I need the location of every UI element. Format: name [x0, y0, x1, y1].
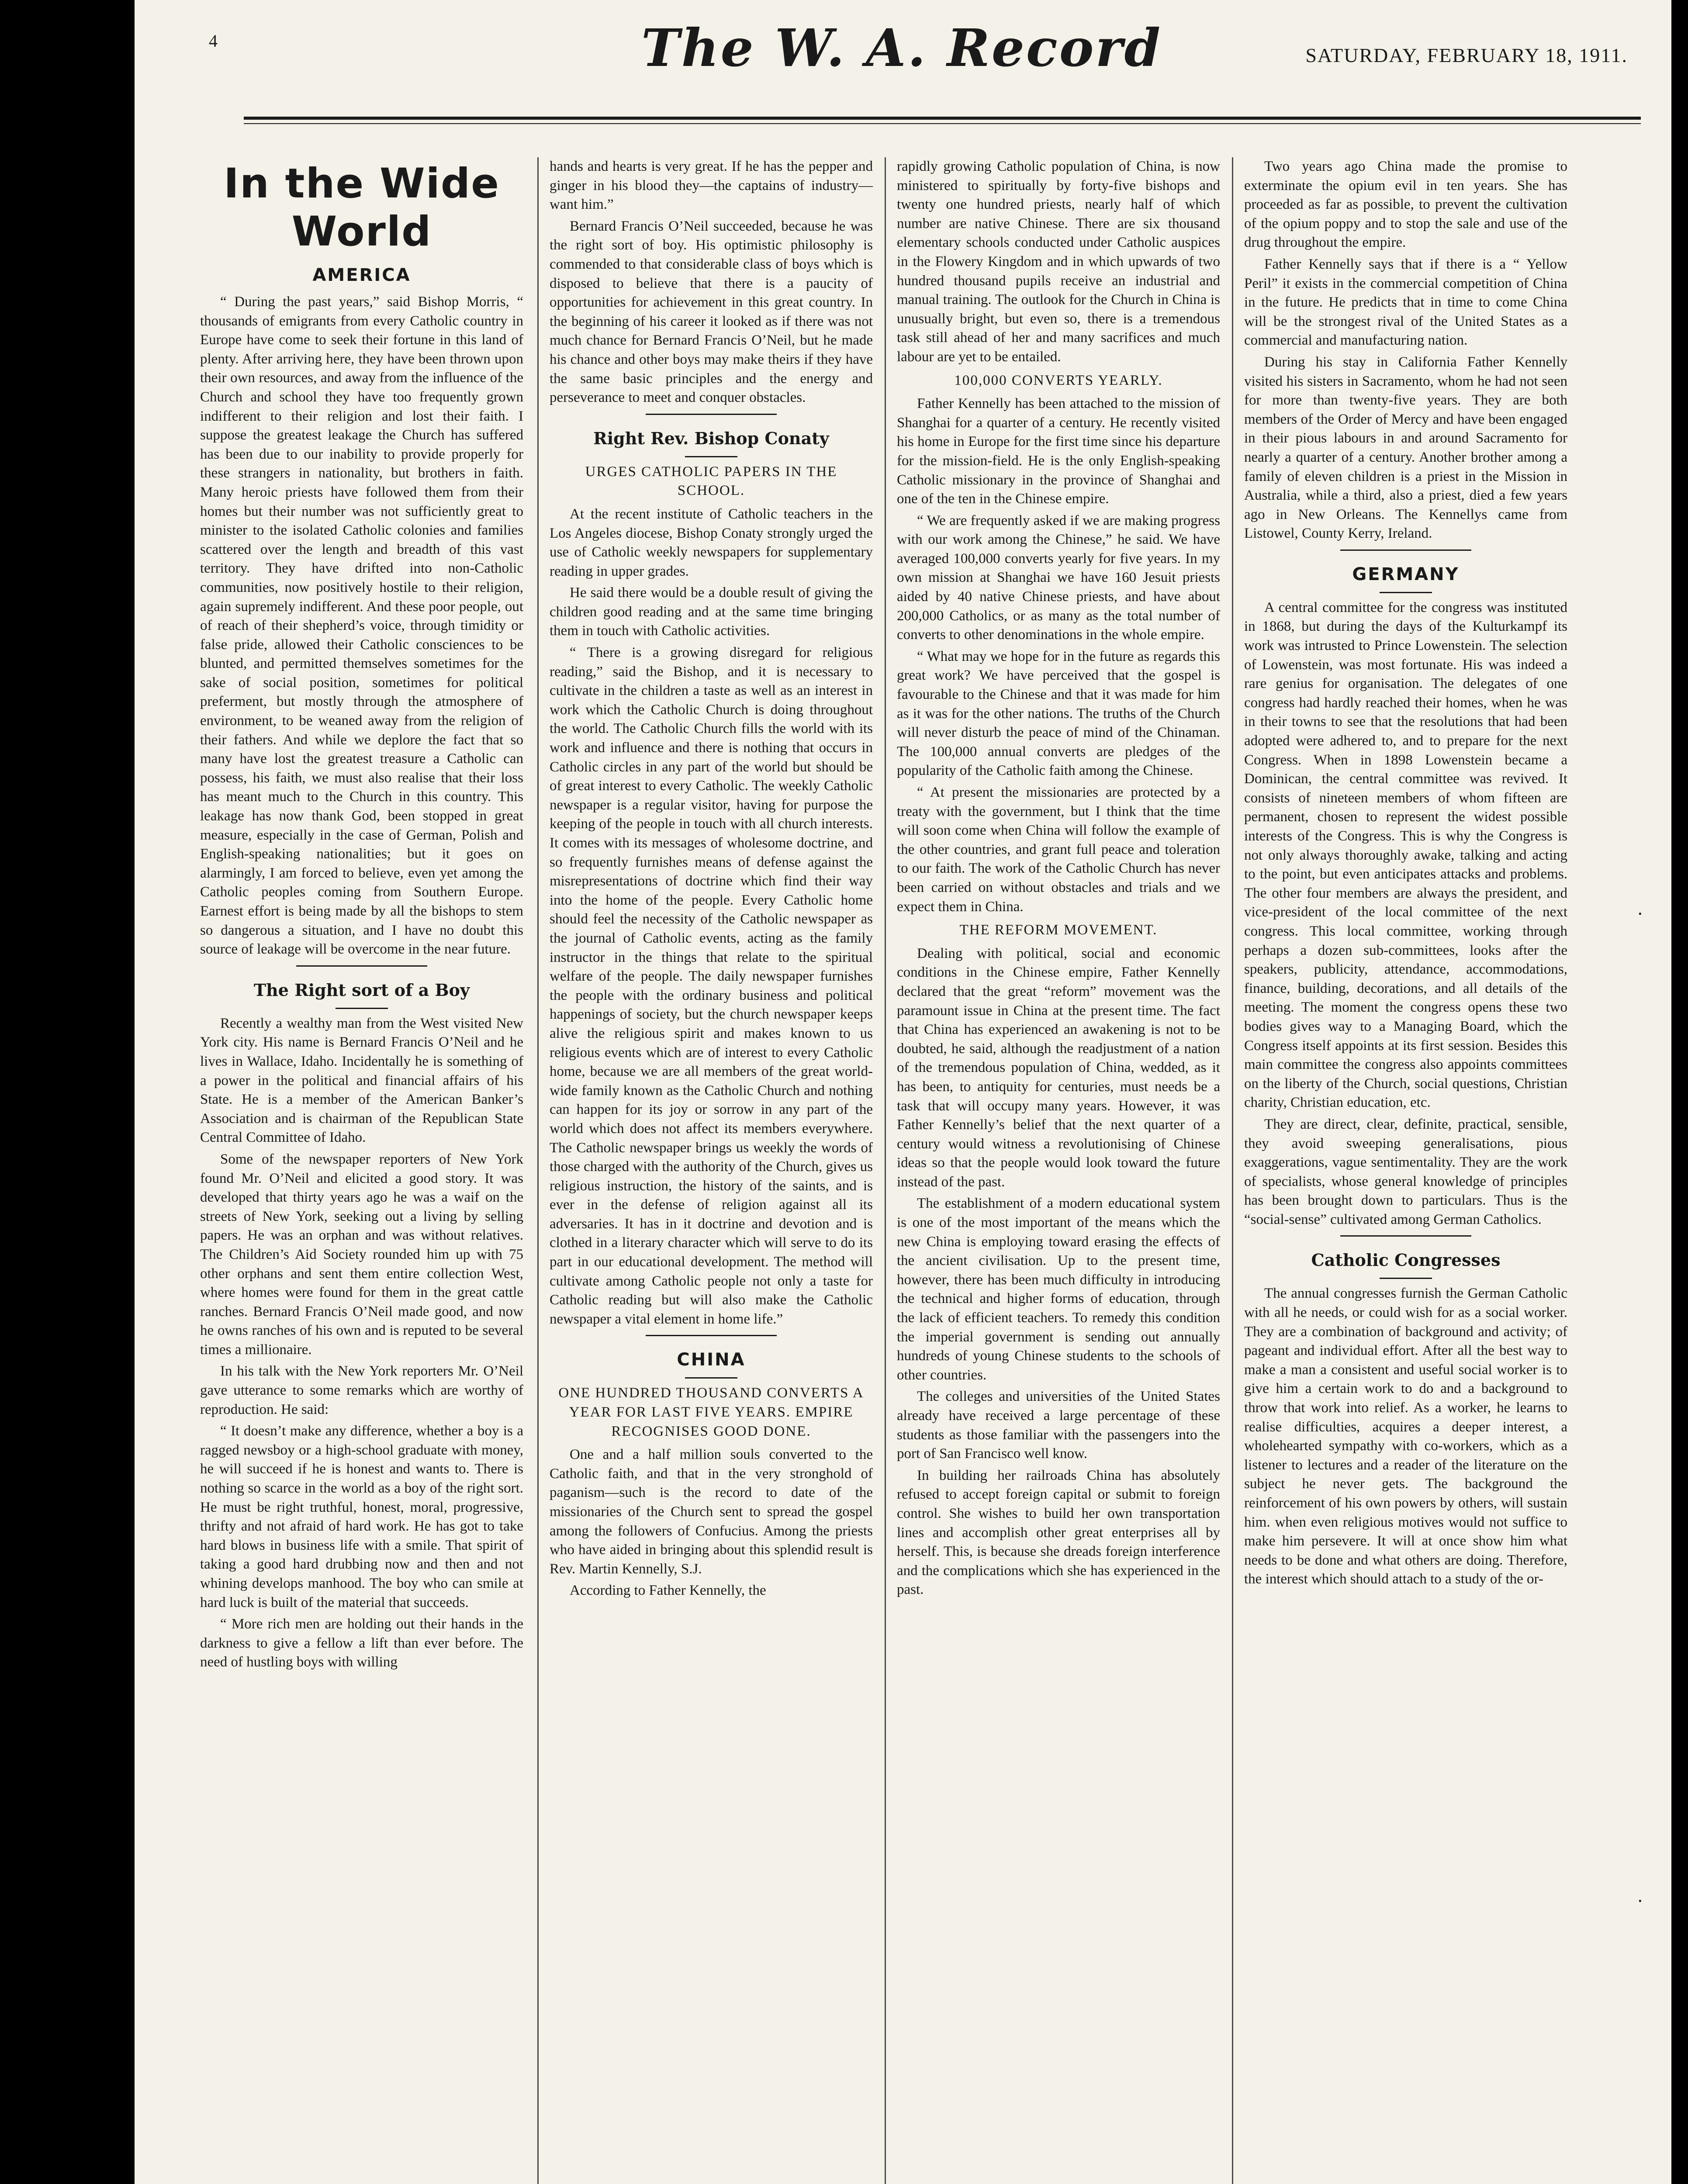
article-paragraph: At the recent institute of Catholic teachers in the Los Angeles diocese, Bishop Conaty strongly urged the use of Catholic weekly newspapers for supplementary reading in upper grades.	[550, 506, 873, 579]
page-number: 4	[209, 31, 218, 51]
section-heading-congresses: Catholic Congresses	[1311, 1250, 1501, 1270]
margin-mark: ·	[1637, 1891, 1643, 1911]
article-paragraph: hands and hearts is very great. If he has the pepper and ginger in his blood they—the captains of industry—want him.”	[550, 159, 873, 213]
article-paragraph: Father Kennelly says that if there is a “ Yellow Peril” it exists in the commercial competition of China in the future. He predicts that in time to come China will be the strongest rival of the United States as a commercial and manufacturing nation.	[1244, 256, 1567, 349]
article-subheading: THE REFORM MOVEMENT.	[959, 922, 1158, 938]
column-2	[550, 157, 873, 1603]
article-paragraph: A central committee for the congress was instituted in 1868, but during the days of the Kulturkampf its work was intrusted to Prince Lowenstein. The selection of Lowenstein, was most fortunate. His was indeed a rare genius for organisation. The delegates of one congress had hardly reached their homes, when he was in their towns to see that the resolutions that had been adopted were adhered to, and to prepare for the next Congress. When in 1898 Lowenstein became a Dominican, the central committee was revived. It consists of nineteen members of whom fifteen are permanent, chosen to represent the widest possible interests of the Congress. This is why the Congress is not only always thoroughly awake, talking and acting to the point, but even anticipates attacks and problems. The other four members are always the president, and vice-president of the local committee of the next congress. This local committee, working through perhaps a dozen sub-committees, looks after the speakers, publicity, attendance, accommodations, finance, building, decorations, and all details of the meeting. The moment the congress opens these two bodies gives way to a Managing Board, which the Congress itself appoints at its first session. Besides this main committee the congress also appoints committees on the liberty of the Church, social questions, Christian charity, Christian education, etc.	[1244, 599, 1567, 1111]
heading-rule	[685, 456, 737, 457]
article-paragraph: “ We are frequently asked if we are making progress with our work among the Chinese,” he said. We have averaged 100,000 converts yearly for five years. In my own mission at Shanghai we have 160 Jesuit priests aided by 40 native Chinese priests, and have about 200,000 Catholics, or as many as the total number of converts to other denominations in the whole empire.	[897, 512, 1220, 643]
article-divider	[296, 965, 427, 967]
issue-date: SATURDAY, FEBRUARY 18, 1911.	[1305, 44, 1628, 66]
article-paragraph: “ What may we hope for in the future as regards this great work? We have perceived that the gospel is favourable to the Chinese and that it was made for him as it was for the other nations. The truths of the Church will never disturb the peace of mind of the Chinaman. The 100,000 annual converts are pledges of the popularity of the Catholic faith among the Chinese.	[897, 648, 1220, 779]
article-paragraph: “ During the past years,” said Bishop Morris, “ thousands of emigrants from every Catholic country in Europe have come to seek their fortune in this land of plenty. After arriving here, they have been thrown upon their own resources, and away from the influence of the Church and school they have too frequently grown indifferent to their religion and lost their faith. I suppose the greatest leakage the Church has suffered has been due to our inability to provide properly for these strangers in nationality, but brothers in faith. Many heroic priests have followed them from their homes but their number was not sufficiently great to minister to the isolated Catholic colonies and families scattered over the length and breadth of this vast territory. They have drifted into non-Catholic communities, now positively hostile to their religion, again supremely indifferent. And these poor people, out of reach of their shepherd’s voice, through timidity or false pride, allowed their Catholic consciences to be blunted, and permitted themselves sometimes for the sake of social position, sometimes for political preferment, but mostly through the atmosphere of environment, to be weaned away from the religion of their fathers. And while we deplore the fact that so many have lost the greatest treasure a Catholic can possess, his faith, we must also realise that their loss has meant much to the Church in this country. This leakage has now thank God, been stopped in great measure, especially in the case of German, Polish and English-speaking nationalities; but it goes on alarmingly, I am forced to believe, even yet among the Catholic peoples coming from Southern Europe. Earnest effort is being made by all the bishops to stem so dangerous a situation, and I have no doubt this source of leakage will be overcome in the near future.	[200, 294, 523, 957]
article-paragraph: The colleges and universities of the United States already have received a large percentage of these students as those familiar with the passengers into the port of San Francisco well know.	[897, 1389, 1220, 1462]
article-paragraph: They are direct, clear, definite, practical, sensible, they avoid sweeping generalisations, pious exaggerations, vague sentimentality. They are the work of specialists, whose general knowledge of principles has been brought down to particulars. Thus is the “social-sense” cultivated among German Catholics.	[1244, 1116, 1567, 1227]
section-heading-china: CHINA	[677, 1350, 746, 1370]
section-heading-america: AMERICA	[312, 265, 411, 285]
article-paragraph: In his talk with the New York reporters Mr. O’Neil gave utterance to some remarks which are worthy of reproduction. He said:	[200, 1363, 523, 1417]
article-paragraph: Dealing with political, social and economic conditions in the Chinese empire, Father Kennelly declared that the great “reform” movement was the paramount issue in China at the present time. The fact that China has experienced an awakening is not to be doubted, he said, although the readjustment of a nation of the tremendous population of China, wedded, as it has been, to antiquity for centuries, must needs be a task that will occupy many years. However, it was Father Kennelly’s belief that the next quarter of a century would witness a revolutionising of Chinese ideas so that the people would look toward the future instead of the past.	[897, 945, 1220, 1190]
article-paragraph: Some of the newspaper reporters of New York found Mr. O’Neil and elicited a good story. It was developed that thirty years ago he was a waif on the streets of New York, seeking out a living by selling papers. He was an orphan and was without relatives. The Children’s Aid Society rounded him up with 75 other orphans and sent them entire collection West, where homes were found for them in the great cattle ranches. Bernard Francis O’Neil made good, and now he owns ranches of his own and is reputed to be several times a millionaire.	[200, 1151, 523, 1358]
article-paragraph: “ More rich men are holding out their hands in the darkness to give a fellow a lift than ever before. The need of hustling boys with willing	[200, 1616, 523, 1670]
article-paragraph: During his stay in California Father Kennelly visited his sisters in Sacramento, whom he had not seen for more than twenty-five years. They are both members of the Order of Mercy and have been engaged in their pious labours in and around Sacramento for nearly a quarter of a century. Another brother among a family of eleven children is a priest in the Mission in Australia, while a third, also a priest, died a few years ago in New Orleans. The Kennellys came from Listowel, County Kerry, Ireland.	[1244, 354, 1567, 542]
article-subheading: URGES CATHOLIC PAPERS IN THE SCHOOL.	[585, 463, 837, 499]
section-heading-conaty: Right Rev. Bishop Conaty	[593, 428, 829, 448]
article-paragraph: rapidly growing Catholic population of China, is now ministered to spiritually by forty-five bishops and twenty one hundred priests, nearly half of which number are native Chinese. There are six thousand elementary schools conducted under Catholic auspices in the Flowery Kingdom and in which upwards of two hundred thousand pupils receive an industrial and manual training. The outlook for the Church in China is unusually bright, but even so, there is a tremendous task still ahead of her and many sacrifices and much labour are yet to be entailed.	[897, 159, 1220, 365]
section-heading-boy: The Right sort of a Boy	[253, 980, 470, 1000]
article-paragraph: The annual congresses furnish the German Catholic with all he needs, or could wish for as a social worker. They are a combination of background and activity; of pageant and individual effort. After all the best way to make a man a consistent and useful social worker is to give him a certain work to do and a background to throw that work into relief. As a worker, he learns to realise difficulties, acquires a deeper interest, a wholehearted sympathy with co-workers, which as a listener to lectures and a reader of the literature on the subject he never gets. The background the reinforcement of his own powers by others, will sustain him. when even religious motives would not suffice to make him persevere. It will at once show him what needs to be done and what others are doing. Therefore, the interest which should attach to a study of the or-	[1244, 1286, 1567, 1587]
column-1	[200, 157, 523, 1675]
section-heading-germany: GERMANY	[1352, 564, 1460, 584]
article-divider	[646, 414, 777, 415]
article-paragraph: According to Father Kennelly, the	[570, 1583, 766, 1599]
column-rule	[537, 157, 539, 2184]
article-divider	[1340, 549, 1471, 551]
article-subheading: ONE HUNDRED THOUSAND CONVERTS A YEAR FOR LAST FIVE YEARS. EMPIRE RECOGNISES GOOD DONE.	[558, 1385, 864, 1439]
article-paragraph: Recently a wealthy man from the West visited New York city. His name is Bernard Francis O’Neil and he lives in Wallace, Idaho. Incidentally he is something of a power in the political and financial affairs of his State. He is a member of the American Banker’s Association and is chairman of the Republican State Central Committee of Idaho.	[200, 1015, 523, 1146]
article-subheading: 100,000 CONVERTS YEARLY.	[954, 372, 1163, 388]
heading-rule	[1380, 592, 1432, 593]
article-paragraph: Two years ago China made the promise to exterminate the opium evil in ten years. She has proceeded as far as possible, to prevent the cultivation of the opium poppy and to stop the sale and use of the drug throughout the empire.	[1244, 159, 1567, 251]
heading-rule	[1380, 1278, 1432, 1279]
article-paragraph: One and a half million souls converted to the Catholic faith, and that in the very stronghold of paganism—such is the record to date of the missionaries of the Church sent to spread the gospel among the followers of Confucius. Among the priests who have aided in bringing about this splendid result is Rev. Martin Kennelly, S.J.	[550, 1447, 873, 1577]
newspaper-title: The W. A. Record	[641, 17, 1162, 78]
article-divider	[646, 1335, 777, 1336]
article-divider	[1340, 1235, 1471, 1237]
column-rule	[885, 157, 886, 2184]
article-paragraph: In building her railroads China has absolutely refused to accept foreign capital or submit to foreign control. She wishes to build her own transportation lines and accomplish other great enterprises all by herself. This, is because she dreads foreign interference and the complications which she has experienced in the past.	[897, 1467, 1220, 1598]
margin-mark: ·	[1637, 904, 1643, 924]
column-3	[897, 157, 1220, 1602]
column-rule	[1232, 157, 1233, 2184]
article-paragraph: The establishment of a modern educational system is one of the most important of the means which the new China is employing toward erasing the effects of the ancient civilisation. Up to the present time, however, there has been much difficulty in introducing the technical and higher forms of education, through the lack of efficient teachers. To remedy this condition the imperial government is sending out annually hundreds of young Chinese students to the schools of other countries.	[897, 1196, 1220, 1383]
article-paragraph: “ There is a growing disregard for religious reading,” said the Bishop, and it is necessary to cultivate in the children a taste as well as an interest in work which the Catholic Church is doing throughout the world. The Catholic Church fills the world with its work and influence and there is nothing that occurs in Catholic circles in any part of the world but should be of great interest to every Catholic. The weekly Catholic newspaper is a regular visitor, having for purpose the keeping of the people in touch with all church interests. It comes with its messages of wholesome doctrine, and so frequently furnishes means of defense against the misrepresentations of doctrine which find their way into the home of the people. Every Catholic home should feel the necessity of the Catholic newspaper as the journal of Catholic events, acting as the family instructor in the things that relate to the spiritual welfare of the people. The daily newspaper furnishes the people with the ordinary business and political happenings of society, but the church newspaper keeps alive the religious spirit and makes known to us religious events which are of interest to every Catholic home, because we are all members of the great world-wide family known as the Catholic Church and nothing can happen for its joy or sorrow in any part of the world which does not affect its members everywhere. The Catholic newspaper brings us weekly the words of those charged with the authority of the Church, gives us religious instruction, the history of the saints, and is ever in the defense of religion against all its adversaries. It has in it doctrine and devotion and is clothed in a literary character which will serve to do its part in our educational development. The method will cultivate among Catholic people not only a taste for Catholic reading but will also make the Catholic newspaper a vital element in home life.”	[550, 645, 873, 1327]
heading-rule	[336, 1008, 388, 1009]
heading-rule	[685, 1377, 737, 1379]
newspaper-page	[135, 0, 1671, 2184]
article-paragraph: He said there would be a double result of giving the children good reading and at the same time bringing them in touch with Catholic activities.	[550, 585, 873, 639]
article-paragraph: Bernard Francis O’Neil succeeded, because he was the right sort of boy. His optimistic philosophy is commended to that considerable class of boys which is disposed to believe that there is a paucity of opportunities for achievement in this great country. In the beginning of his career it looked as if there was not much chance for Bernard Francis O’Neil, but he made his chance and other boys may make theirs if they have the same basic principles and the energy and perseverance to meet and conquer obstacles.	[550, 218, 873, 406]
column-4	[1244, 157, 1567, 1592]
masthead-rule	[244, 117, 1641, 120]
masthead-rule-thin	[244, 123, 1641, 124]
article-paragraph: “ It doesn’t make any difference, whether a boy is a ragged newsboy or a high-school graduate with money, he will succeed if he is honest and wants to. There is nothing so scarce in the world as a boy of the right sort. He must be right truthful, honest, moral, progressive, thrifty and not afraid of hard work. He has got to take hard blows in business life with a smile. That spirit of taking a good hard drubbing now and then and not whining develops manhood. The boy who can smile at hard luck is built of the material that succeeds.	[200, 1423, 523, 1610]
article-paragraph: “ At present the missionaries are protected by a treaty with the government, but I think that the time will soon come when China will follow the example of the other countries, and grant full peace and toleration to our faith. The work of the Catholic Church has never been carried on without obstacles and trials and we expect them in China.	[897, 784, 1220, 915]
article-paragraph: Father Kennelly has been attached to the mission of Shanghai for a quarter of a century. He recently visited his home in Europe for the first time since his departure for the mission-field. He is the only English-speaking Catholic missionary in the province of Shanghai and one of the ten in the Chinese empire.	[897, 396, 1220, 507]
main-headline: In the Wide World	[224, 160, 500, 256]
